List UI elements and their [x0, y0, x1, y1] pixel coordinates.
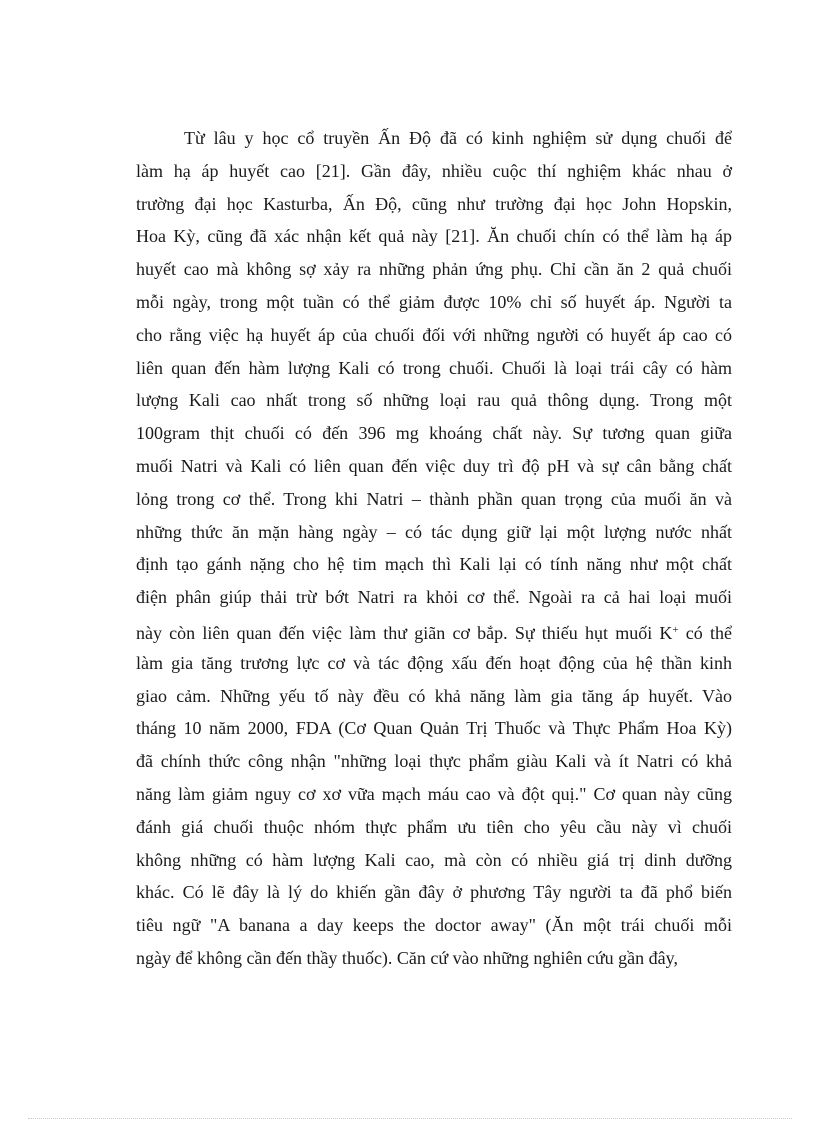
paragraph-line-with-superscript [136, 616, 732, 649]
paragraph-line: đánh giá chuối thuộc nhóm thực phẩm ưu tiên cho yêu cầu này vì chuối [136, 816, 732, 837]
paragraph-line: liên quan đến hàm lượng Kali có trong chuối. Chuối là loại trái cây có hàm [136, 357, 732, 378]
body-paragraph [136, 124, 732, 977]
paragraph-line: làm hạ áp huyết cao [21]. Gần đây, nhiều cuộc thí nghiệm khác nhau ở [136, 160, 732, 181]
paragraph-line: cho rằng việc hạ huyết áp của chuối đối với những người có huyết áp cao có [136, 324, 732, 345]
paragraph-line: 100gram thịt chuối có đến 396 mg khoáng chất này. Sự tương quan giữa [136, 423, 732, 444]
paragraph-line: giao cảm. Những yếu tố này đều có khả năng làm gia tăng áp huyết. Vào [136, 685, 732, 706]
paragraph-line: lỏng trong cơ thể. Trong khi Natri – thành phần quan trọng của muối ăn và [136, 488, 732, 509]
paragraph-line: năng làm giảm nguy cơ xơ vữa mạch máu cao và đột quị." Cơ quan này cũng [136, 783, 732, 804]
line-text: này còn liên quan đến việc làm thư giãn cơ bắp. Sự thiếu hụt muối K [136, 622, 673, 643]
paragraph-line: huyết cao mà không sợ xảy ra những phản ứng phụ. Chỉ cần ăn 2 quả chuối [136, 259, 732, 280]
paragraph-line: ngày để không cần đến thầy thuốc). Căn cứ vào những nghiên cứu gần đây, [136, 947, 678, 968]
paragraph-line: lượng Kali cao nhất trong số những loại rau quả thông dụng. Trong một [136, 390, 732, 411]
paragraph-line: điện phân giúp thải trừ bớt Natri ra khỏi cơ thể. Ngoài ra cả hai loại muối [136, 587, 732, 608]
paragraph-line: làm gia tăng trương lực cơ và tác động xấu đến hoạt động của hệ thần kinh [136, 652, 732, 673]
paragraph-line: tháng 10 năm 2000, FDA (Cơ Quan Quản Trị Thuốc và Thực Phẩm Hoa Kỳ) [136, 718, 732, 739]
paragraph-line: định tạo gánh nặng cho hệ tim mạch thì Kali lại có tính năng như một chất [136, 554, 732, 575]
line-text: có thể [678, 622, 732, 643]
paragraph-line: những thức ăn mặn hàng ngày – có tác dụng giữ lại một lượng nước nhất [136, 521, 732, 542]
paragraph-line: muối Natri và Kali có liên quan đến việc duy trì độ pH và sự cân bằng chất [136, 455, 732, 476]
paragraph-line: Từ lâu y học cổ truyền Ấn Độ đã có kinh nghiệm sử dụng chuối để [184, 128, 732, 148]
paragraph-line: đã chính thức công nhận "những loại thực phẩm giàu Kali và ít Natri có khả [136, 751, 732, 772]
paragraph-line: tiêu ngữ "A banana a day keeps the doctor away" (Ăn một trái chuối mỗi [136, 915, 732, 936]
page-bottom-divider [28, 1118, 792, 1119]
paragraph-line: không những có hàm lượng Kali cao, mà còn có nhiều giá trị dinh dưỡng [136, 849, 732, 870]
paragraph-line: khác. Có lẽ đây là lý do khiến gần đây ở phương Tây người ta đã phổ biến [136, 882, 732, 903]
paragraph-line: mỗi ngày, trong một tuần có thể giảm được 10% chỉ số huyết áp. Người ta [136, 291, 732, 312]
paragraph-line: Hoa Kỳ, cũng đã xác nhận kết quả này [21]. Ăn chuối chín có thể làm hạ áp [136, 226, 732, 247]
superscript-plus: + [672, 623, 679, 636]
paragraph-line: trường đại học Kasturba, Ấn Độ, cũng như trường đại học John Hopskin, [136, 193, 732, 214]
